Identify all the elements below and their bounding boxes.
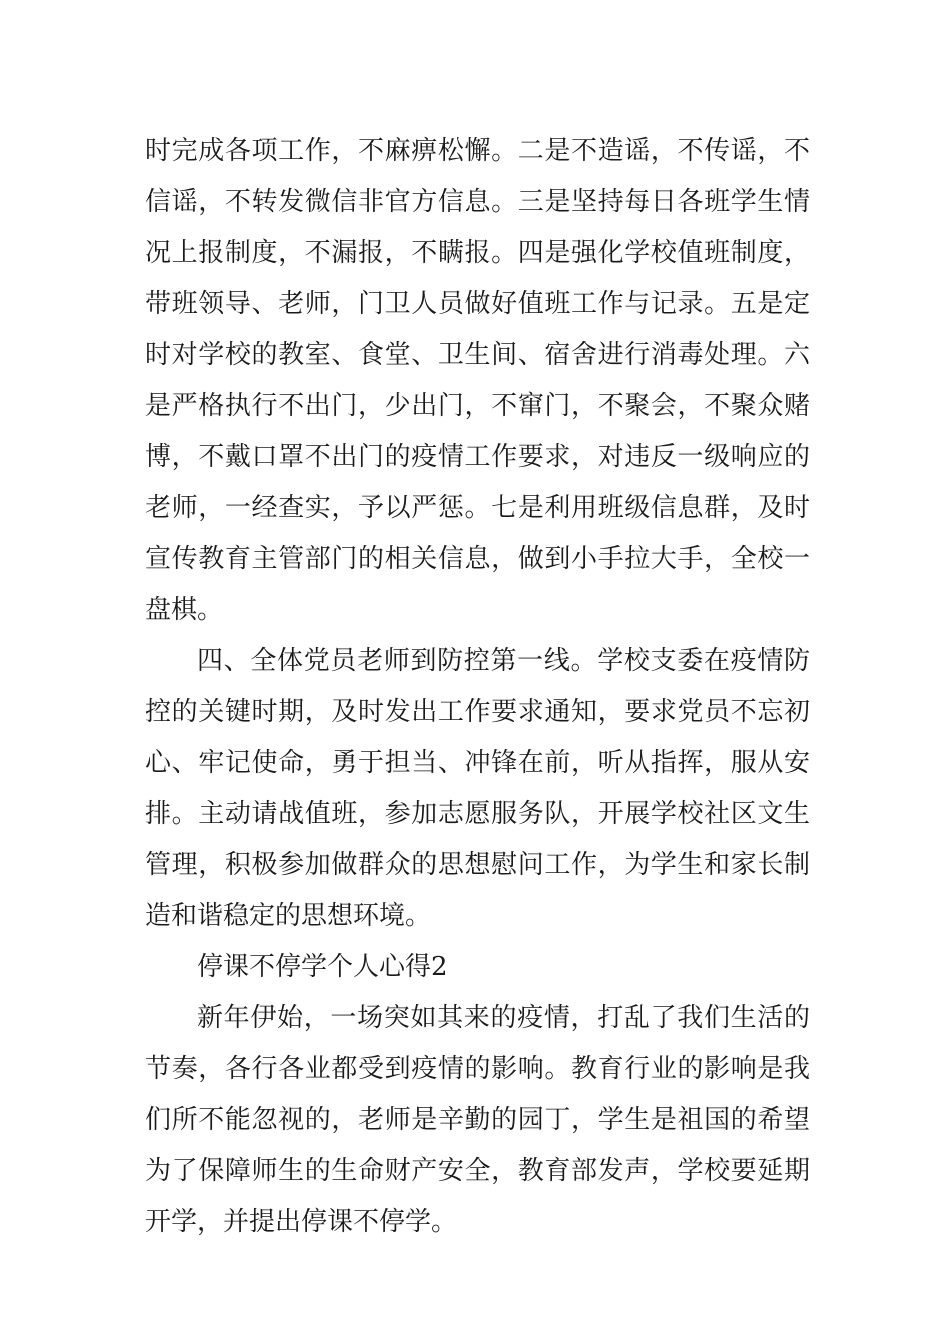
paragraph-first-line: 新年伊始，一场突如其来的疫情，打乱了我们生活的	[197, 1003, 810, 1033]
text-line: 盘棋。	[145, 595, 224, 625]
text-line: 是严格执行不出门，少出门，不窜门，不聚会，不聚众赌	[145, 391, 810, 421]
text-line: 时完成各项工作，不麻痹松懈。二是不造谣，不传谣，不	[145, 136, 810, 166]
document-body	[145, 126, 810, 1248]
text-line: 信谣，不转发微信非官方信息。三是坚持每日各班学生情	[145, 187, 810, 217]
text-line: 们所不能忽视的，老师是辛勤的园丁，学生是祖国的希望	[145, 1105, 810, 1135]
text-line: 宣传教育主管部门的相关信息，做到小手拉大手，全校一	[145, 544, 810, 574]
text-line: 况上报制度，不漏报，不瞒报。四是强化学校值班制度，	[145, 238, 810, 268]
text-line: 排。主动请战值班，参加志愿服务队，开展学校社区文生	[145, 799, 810, 829]
text-line: 博，不戴口罩不出门的疫情工作要求，对违反一级响应的	[145, 442, 810, 472]
text-line: 造和谐稳定的思想环境。	[145, 901, 432, 931]
text-line: 控的关键时期，及时发出工作要求通知，要求党员不忘初	[145, 697, 810, 727]
text-line: 开学，并提出停课不停学。	[145, 1207, 458, 1237]
text-line: 管理，积极参加做群众的思想慰问工作，为学生和家长制	[145, 850, 810, 880]
text-line: 时对学校的教室、食堂、卫生间、宿舍进行消毒处理。六	[145, 340, 810, 370]
paragraph-first-line: 四、全体党员老师到防控第一线。学校支委在疫情防	[197, 646, 810, 676]
text-line: 带班领导、老师，门卫人员做好值班工作与记录。五是定	[145, 289, 810, 319]
text-line: 节奏，各行各业都受到疫情的影响。教育行业的影响是我	[145, 1054, 810, 1084]
text-line: 老师，一经查实，予以严惩。七是利用班级信息群，及时	[145, 493, 810, 523]
text-line: 为了保障师生的生命财产安全，教育部发声，学校要延期	[145, 1156, 810, 1186]
section-heading: 停课不停学个人心得2	[197, 952, 448, 982]
text-line: 心、牢记使命，勇于担当、冲锋在前，听从指挥，服从安	[145, 748, 810, 778]
